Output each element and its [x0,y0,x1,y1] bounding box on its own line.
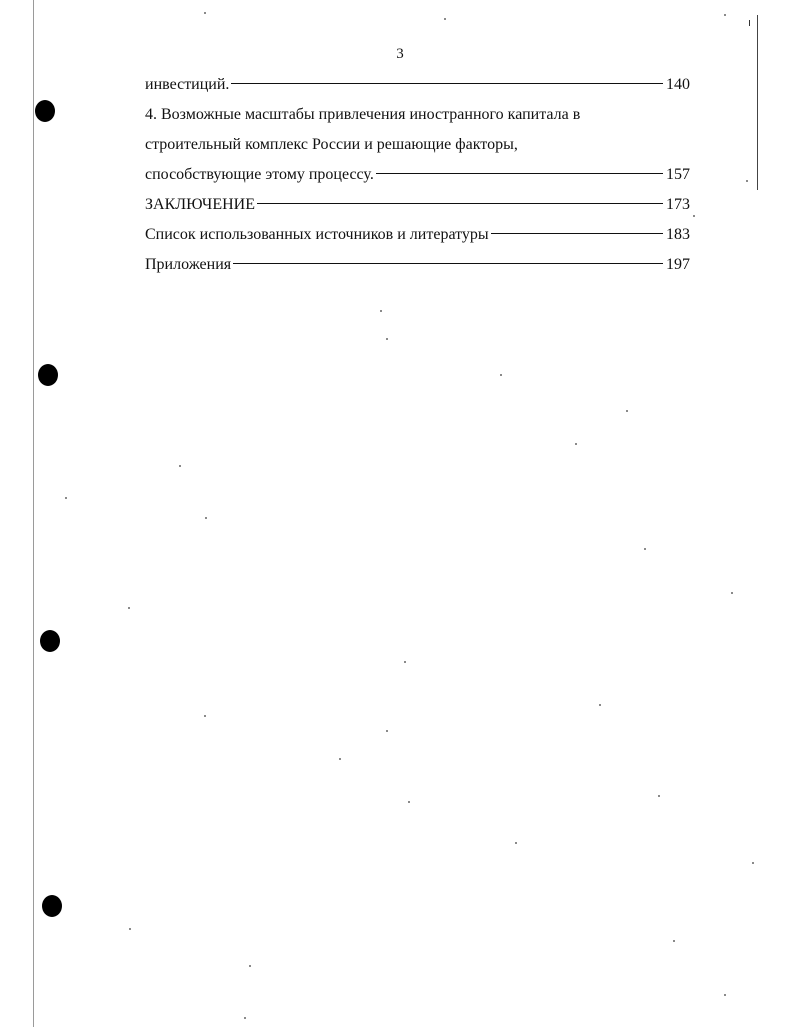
scan-speck [746,180,748,182]
toc-entry-line: строительный комплекс России и решающие факторы, [145,136,518,153]
scan-speck [752,862,754,864]
toc-entry-page: 157 [666,166,690,183]
scan-speck [380,310,382,312]
toc-entry [145,190,690,220]
scan-speck [204,715,206,717]
page-right-edge [757,15,758,190]
binder-hole [42,895,62,917]
binder-hole [40,630,60,652]
scan-speck [386,730,388,732]
table-of-contents [145,70,690,280]
scan-speck [205,517,207,519]
scan-speck [626,410,628,412]
scan-speck [500,374,502,376]
scan-speck [644,548,646,550]
toc-entry-title: инвестиций. [145,76,230,93]
page-number: 3 [396,46,404,62]
toc-entry-page: 197 [666,256,690,273]
scan-speck [129,928,131,930]
scan-speck [515,842,517,844]
toc-entry-title: способствующие этому процессу. [145,166,374,183]
scan-speck [724,14,726,16]
page-left-edge [33,0,34,1027]
scan-speck [731,592,733,594]
scan-speck [658,795,660,797]
binder-hole [38,364,58,386]
scan-speck [724,994,726,996]
toc-leader [233,263,663,264]
toc-leader [257,203,663,204]
scan-speck [386,338,388,340]
toc-entry [145,160,690,190]
toc-entry-page: 140 [666,76,690,93]
scan-speck [65,497,67,499]
toc-entry-page: 173 [666,196,690,213]
toc-leader [491,233,663,234]
scan-speck [408,801,410,803]
scan-speck [249,965,251,967]
toc-entry-title: Приложения [145,256,232,273]
toc-entry [145,220,690,250]
toc-leader [376,173,663,174]
scan-speck [673,940,675,942]
toc-entry-line: 4. Возможные масштабы привлечения иностранного капитала в [145,106,581,123]
scan-speck [749,20,750,26]
scan-speck [404,661,406,663]
scan-speck [339,758,341,760]
toc-entry-page: 183 [666,226,690,243]
scan-speck [244,1017,246,1019]
toc-leader [231,83,663,84]
toc-entry-title: Список использованных источников и литературы [145,226,489,243]
scan-speck [599,704,601,706]
scan-speck [179,465,181,467]
scan-speck [575,443,577,445]
binder-hole [35,100,55,122]
toc-entry-title: ЗАКЛЮЧЕНИЕ [145,196,255,213]
scan-speck [204,12,206,14]
scan-speck [444,18,446,20]
toc-entry [145,70,690,100]
scan-speck [128,607,130,609]
toc-entry [145,250,690,280]
scan-speck [693,215,695,217]
